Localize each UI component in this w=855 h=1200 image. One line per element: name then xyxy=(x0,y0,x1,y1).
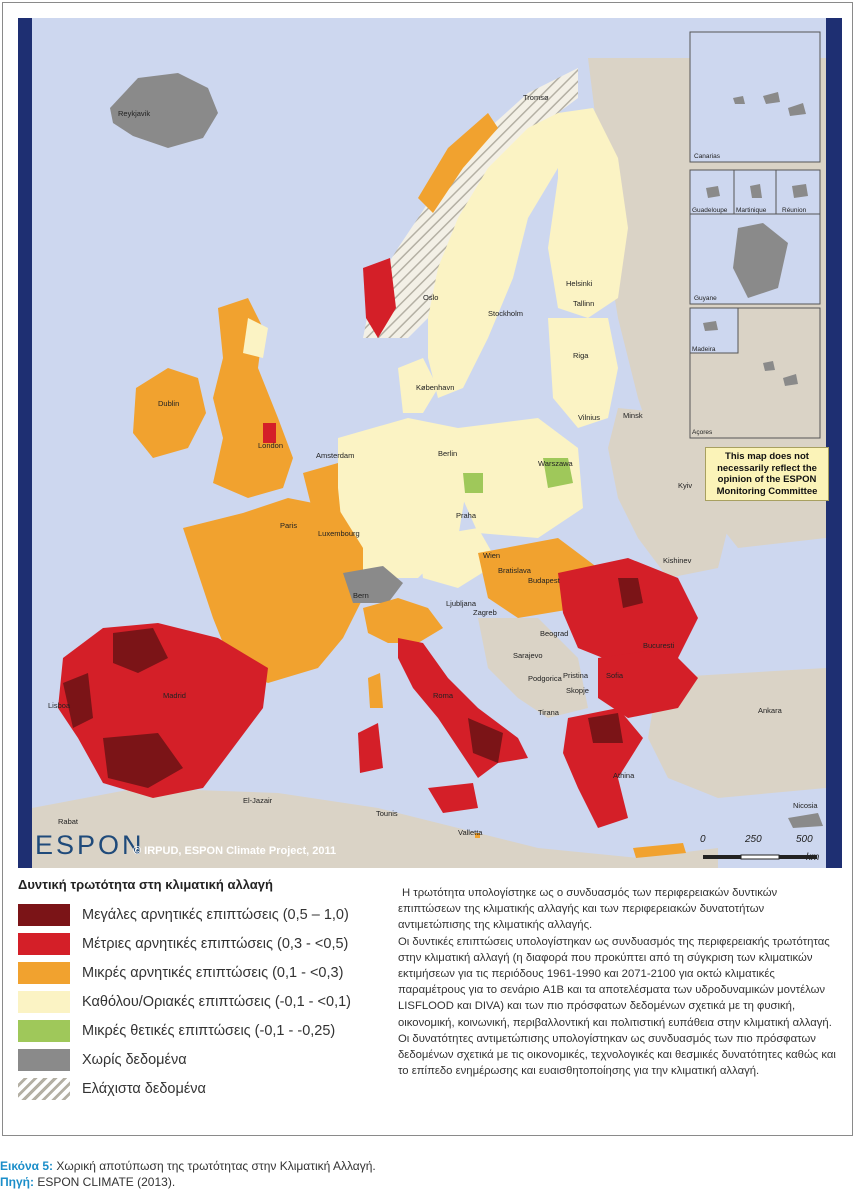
place-label: Vilnius xyxy=(578,413,600,422)
description-paragraph: Η τρωτότητα υπολογίστηκε ως ο συνδυασμός των περιφερειακών δυντικών επιπτώσεων της κλιματικής αλλαγής και των περιφερειακών δυνατοτήτων αντιμετώπισης της κλιματικής αλλαγής. xyxy=(398,887,778,932)
legend-swatch xyxy=(18,904,70,926)
scale-tick-0: 0 xyxy=(700,834,706,845)
place-label: Oslo xyxy=(423,293,439,302)
legend-title: Δυντική τρωτότητα στη κλιματική αλλαγή xyxy=(18,877,273,892)
place-label: Madrid xyxy=(163,691,186,700)
place-label: Beograd xyxy=(540,629,569,638)
place-label: Zagreb xyxy=(473,608,497,617)
legend-item xyxy=(18,903,351,927)
inset-label: Açores xyxy=(692,429,713,436)
place-label: Tirana xyxy=(538,708,559,717)
legend-label: Μεγάλες αρνητικές επιπτώσεις (0,5 – 1,0) xyxy=(82,907,349,923)
inset-label: Canarias xyxy=(694,153,721,160)
legend-label: Μέτριες αρνητικές επιπτώσεις (0,3 - <0,5) xyxy=(82,936,349,952)
place-label: Valletta xyxy=(458,828,483,837)
place-label: London xyxy=(258,441,284,450)
legend-item xyxy=(18,1019,351,1043)
place-label: Kishinev xyxy=(663,556,692,565)
caption-source-text: ESPON CLIMATE (2013). xyxy=(34,1175,176,1189)
place-label: Praha xyxy=(456,511,477,520)
map-copyright: © IRPUD, ESPON Climate Project, 2011 xyxy=(133,845,337,857)
legend-label: Ελάχιστα δεδομένα xyxy=(82,1081,206,1097)
inset-label: Martinique xyxy=(736,207,767,214)
map-right-bar xyxy=(826,18,842,868)
place-label: Bratislava xyxy=(498,566,531,575)
legend-label: Χωρίς δεδομένα xyxy=(82,1052,187,1068)
inset-label: Guadeloupe xyxy=(692,207,728,214)
place-label: Wien xyxy=(483,551,501,560)
espon-logo-text: ESPON xyxy=(35,830,145,860)
legend-label: Μικρές αρνητικές επιπτώσεις (0,1 - <0,3) xyxy=(82,965,344,981)
place-label: Riga xyxy=(573,351,589,360)
place-label: Warszawa xyxy=(538,459,573,468)
caption-figure-text: Χωρική αποτύπωση της τρωτότητας στην Κλιματική Αλλαγή. xyxy=(53,1159,376,1173)
place-label: Tallinn xyxy=(573,299,595,308)
legend-label: Καθόλου/Οριακές επιπτώσεις (-0,1 - <0,1) xyxy=(82,994,351,1010)
place-label: Kyiv xyxy=(678,481,693,490)
place-label: Sarajevo xyxy=(513,651,543,660)
legend-item xyxy=(18,990,351,1014)
place-label: Dublin xyxy=(158,399,180,408)
place-label: Reykjavik xyxy=(118,109,151,118)
inset-label: Guyane xyxy=(694,295,717,302)
place-label: Amsterdam xyxy=(316,451,355,460)
place-label: Helsinki xyxy=(566,279,593,288)
place-label: Bucuresti xyxy=(643,641,675,650)
scale-bar xyxy=(703,855,817,859)
place-label: El-Jazair xyxy=(243,796,273,805)
place-label: Tromsø xyxy=(523,93,549,102)
legend-swatch xyxy=(18,1020,70,1042)
legend-swatch xyxy=(18,1049,70,1071)
espon-logo xyxy=(35,830,145,861)
description-paragraph: Οι δυντικές επιπτώσεις υπολογίστηκαν ως συνδυασμός της περιφερειακής τρωτότητας στην κλιματική αλλαγή (η διαφορά που προκύπτει από τη σύγκριση των κλιματικών εκτιμήσεων για τις περιόδους 1961-1990 και 2071-2100 για οκτώ κλιματικές παραμέτρους για το σενάριο A1B και τα αποτελέσματα των υδροδυναμικών μοντέλων LISFLOOD και DIVA) και των πιο πρόσφατων δεδομένων σχετικά με τη φυσική, οικονομική, κοινωνική, περιβαλλοντική και πολιτιστική ευπάθεια στην κλιματική αλλαγή. Οι δυνατότητες αντιμετώπισης υπολογίστηκαν ως συνδυασμός των πιο πρόσφατων δεδομένων σχετικά με τις οικονομικές, τεχνολογικές και θεσμικές δυνατότητες καθώς και το επίπεδο ενημέρωσης και ευαισθητοποίησης για την κλιματική αλλαγή. xyxy=(398,935,836,1078)
legend-item xyxy=(18,1048,351,1072)
place-label: Lisboa xyxy=(48,701,71,710)
inset-guyane xyxy=(690,214,820,304)
legend-swatch xyxy=(18,962,70,984)
map-canvas xyxy=(18,18,842,868)
inset-label: Madeira xyxy=(692,346,716,353)
map-left-bar xyxy=(18,18,32,868)
description xyxy=(398,885,838,1079)
inset-canarias xyxy=(690,32,820,162)
place-label: Podgorica xyxy=(528,674,562,683)
london-red xyxy=(263,423,276,443)
place-label: Skopje xyxy=(566,686,589,695)
inset-label: Réunion xyxy=(782,207,807,214)
place-label: Pristina xyxy=(563,671,589,680)
place-label: Ljubljana xyxy=(446,599,477,608)
legend-item xyxy=(18,1077,351,1101)
place-label: Budapest xyxy=(528,576,560,585)
place-label: Tounis xyxy=(376,809,398,818)
legend-swatch-hatch xyxy=(18,1078,70,1100)
place-label: Rabat xyxy=(58,817,79,826)
place-label: København xyxy=(416,383,455,392)
legend-swatch xyxy=(18,991,70,1013)
place-label: Sofia xyxy=(606,671,624,680)
legend-item xyxy=(18,961,351,985)
caption-source-key: Πηγή: xyxy=(0,1175,34,1189)
caption-figure-line xyxy=(0,1158,376,1174)
caption-source-line xyxy=(0,1174,376,1190)
germany-green xyxy=(463,473,483,493)
scale-unit: km xyxy=(806,852,820,863)
greece-dark xyxy=(588,713,623,743)
legend xyxy=(18,903,351,1106)
caption-figure-key: Εικόνα 5: xyxy=(0,1159,54,1173)
place-label: Paris xyxy=(280,521,298,530)
place-label: Athina xyxy=(613,771,635,780)
place-label: Ankara xyxy=(758,706,782,715)
legend-item xyxy=(18,932,351,956)
scale-tick-2: 500 xyxy=(796,834,813,845)
legend-label: Μικρές θετικές επιπτώσεις (-0,1 - -0,25) xyxy=(82,1023,336,1039)
place-label: Bern xyxy=(353,591,369,600)
place-label: Luxembourg xyxy=(318,529,360,538)
place-label: Minsk xyxy=(623,411,643,420)
disclaimer-box: This map does not necessarily reflect the opinion of the ESPON Monitoring Committee xyxy=(705,447,829,501)
vulnerability-map xyxy=(18,18,842,868)
place-label: Nicosia xyxy=(793,801,818,810)
figure-caption xyxy=(0,1158,376,1190)
place-label: Berlin xyxy=(438,449,458,458)
scale-tick-1: 250 xyxy=(745,834,762,845)
place-label: Roma xyxy=(433,691,454,700)
legend-swatch xyxy=(18,933,70,955)
place-label: Stockholm xyxy=(488,309,524,318)
